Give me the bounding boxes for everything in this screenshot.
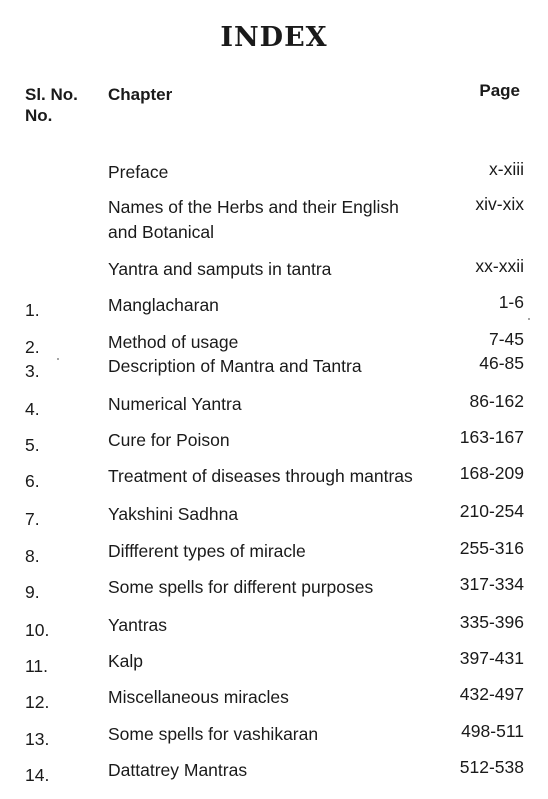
row-number: 2. — [25, 337, 40, 357]
row-number: 10. — [25, 620, 50, 640]
row-chapter: Yantras — [108, 615, 168, 635]
page-title: INDEX — [220, 22, 328, 53]
row-number: 9. — [25, 582, 40, 602]
row-chapter: Diffferent types of miracle — [108, 541, 306, 561]
row-page: 512-538 — [459, 757, 524, 777]
row-chapter: Some spells for different purposes — [108, 577, 374, 597]
header-page: Page — [479, 81, 520, 100]
row-number: 8. — [25, 546, 40, 566]
row-number: 14. — [25, 765, 50, 785]
row-page: 7-45 — [488, 329, 524, 349]
header-sl-no-line1: Sl. No. — [25, 85, 78, 104]
row-page: xiv-xix — [475, 194, 524, 214]
row-page: 432-497 — [459, 684, 524, 704]
header-sl-no-line2: No. — [25, 106, 53, 125]
row-chapter: Yantra and samputs in tantra — [108, 259, 332, 279]
row-page: x-xiii — [489, 159, 524, 179]
row-number: 4. — [25, 399, 40, 419]
row-chapter: Description of Mantra and Tantra — [108, 356, 362, 376]
row-number: 5. — [25, 435, 40, 455]
row-chapter: Some spells for vashikaran — [108, 724, 319, 744]
row-page: 335-396 — [459, 612, 524, 632]
row-page: 168-209 — [459, 463, 524, 483]
row-page: 397-431 — [459, 648, 524, 668]
row-page: 86-162 — [469, 391, 524, 411]
row-chapter: Manglacharan — [108, 295, 219, 315]
scan-speck — [528, 318, 530, 320]
row-chapter: Preface — [108, 162, 169, 182]
row-number: 12. — [25, 692, 50, 712]
row-page: 163-167 — [459, 427, 524, 447]
row-chapter: Yakshini Sadhna — [108, 504, 239, 524]
row-number: 1. — [25, 300, 40, 320]
row-chapter: Miscellaneous miracles — [108, 687, 289, 707]
row-chapter: Treatment of diseases through mantras — [108, 466, 413, 486]
row-chapter: Dattatrey Mantras — [108, 760, 248, 780]
row-number: 13. — [25, 729, 50, 749]
row-chapter: Cure for Poison — [108, 430, 230, 450]
row-page: 1-6 — [498, 292, 524, 312]
header-sl-no — [25, 84, 95, 126]
row-page: xx-xxii — [475, 256, 524, 276]
row-page: 210-254 — [459, 501, 524, 521]
row-page: 46-85 — [479, 353, 524, 373]
row-page: 498-511 — [461, 721, 524, 741]
header-chapter: Chapter — [108, 85, 173, 104]
scan-speck — [57, 358, 59, 360]
row-number: 7. — [25, 509, 40, 529]
row-number: 3. — [25, 361, 40, 381]
row-page: 317-334 — [459, 574, 524, 594]
row-chapter: Names of the Herbs and their English and Botanical — [108, 197, 399, 242]
row-number: 6. — [25, 471, 40, 491]
row-page: 255-316 — [459, 538, 524, 558]
row-chapter: Method of usage — [108, 332, 239, 352]
row-chapter: Numerical Yantra — [108, 394, 242, 414]
row-number: 11. — [25, 656, 49, 676]
row-chapter: Kalp — [108, 651, 144, 671]
